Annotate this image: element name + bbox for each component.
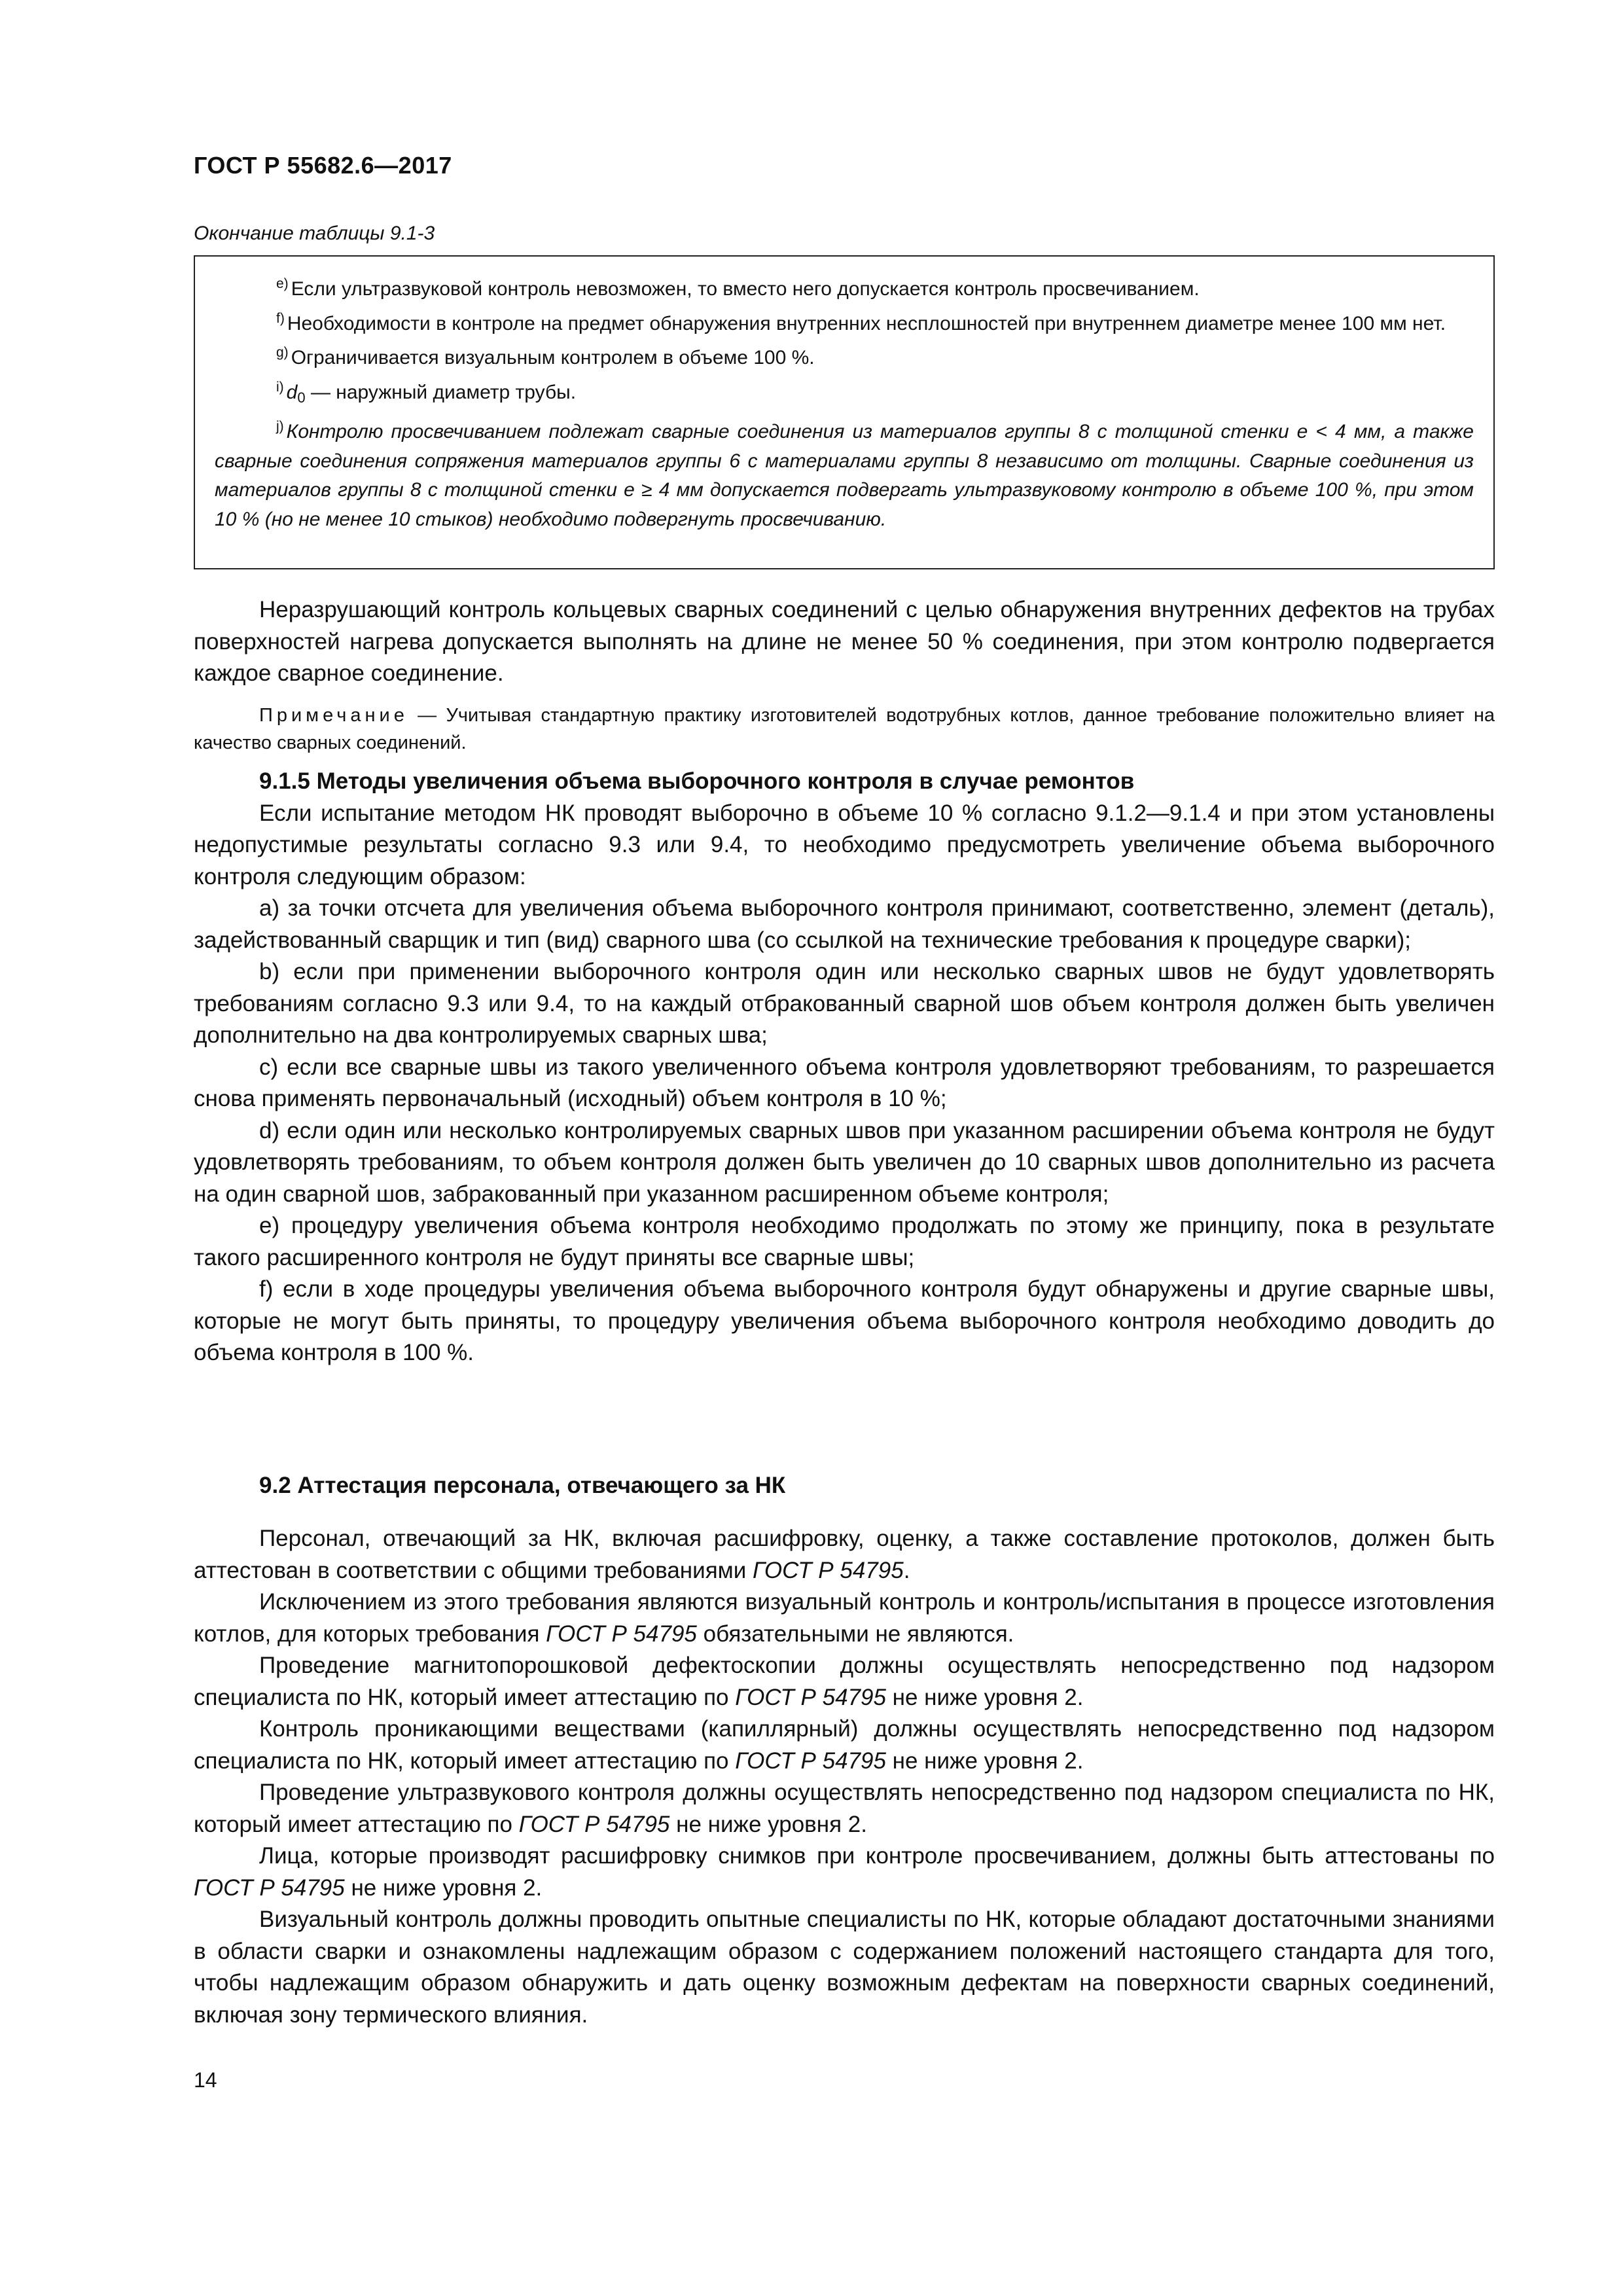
- table-footnotes-box: [194, 255, 1495, 569]
- standard-reference: ГОСТ Р 54795: [546, 1621, 697, 1647]
- standard-reference: ГОСТ Р 54795: [752, 1557, 904, 1583]
- text-run: не ниже уровня 2.: [669, 1811, 867, 1837]
- diameter-symbol: d: [286, 381, 298, 403]
- standard-identifier: ГОСТ Р 55682.6—2017: [194, 152, 452, 179]
- footnote-marker: e): [276, 276, 289, 291]
- text-run: .: [903, 1557, 910, 1583]
- list-item-b: b) если при применении выборочного контроля один или несколько сварных швов не будут удовлетворять требованиям согласно 9.3 или 9.4, то на каждый отбракованный сварной шов объем контроля должен быть увеличен дополнительно на два контролируемых сварных шва;: [194, 959, 1495, 1048]
- text-run: Исключением из этого требования являются визуальный контроль и контроль/испытания в процессе изготовления котлов, для которых требования: [194, 1589, 1495, 1647]
- paragraph-ultrasonic: [194, 1777, 1495, 1840]
- heading-9-1-5: 9.1.5 Методы увеличения объема выборочного контроля в случае ремонтов: [259, 768, 1135, 794]
- footnote-j: [215, 412, 1474, 534]
- heading-9-2: 9.2 Аттестация персонала, отвечающего за НК: [259, 1473, 786, 1498]
- standard-reference: ГОСТ Р 54795: [518, 1811, 670, 1837]
- standard-reference: ГОСТ Р 54795: [735, 1748, 886, 1774]
- standard-reference: ГОСТ Р 54795: [735, 1684, 886, 1710]
- text-run: Проведение магнитопорошковой дефектоскопии должны осуществлять непосредственно под надзором специалиста по НК, который имеет аттестацию по: [194, 1653, 1495, 1710]
- footnote-text: Ограничивается визуальным контролем в объеме 100 %.: [291, 347, 815, 368]
- paragraph-personnel-certification: [194, 1523, 1495, 1587]
- list-item-a: a) за точки отсчета для увеличения объема выборочного контроля принимают, соответственно, элемент (деталь), задействованный сварщик и тип (вид) сварного шва (со ссылкой на технические требования к процедуре сварки);: [194, 895, 1495, 953]
- footnote-e: [215, 270, 1474, 304]
- paragraph-penetrant: [194, 1713, 1495, 1777]
- text-run: Лица, которые производят расшифровку снимков при контроле просвечиванием, должны быть аттестованы по: [259, 1843, 1495, 1869]
- list-item-e: e) процедуру увеличения объема контроля необходимо продолжать по этому же принципу, пока в результате такого расширенного контроля не будут приняты все сварные швы;: [194, 1213, 1495, 1270]
- section-9-1-5: [194, 766, 1495, 1369]
- note-block: [194, 702, 1495, 757]
- text-run: Контроль проникающими веществами (капиллярный) должны осуществлять непосредственно под надзором специалиста по НК, который имеет аттестацию по: [194, 1716, 1495, 1774]
- footnote-text: Контролю просвечиванием подлежат сварные соединения из материалов группы 8 с толщиной стенки e < 4 мм, а также сварные соединения сопряжения материалов группы 6 с материалами группы 8 независимо от толщины. Сварные соединения из материалов группы 8 с толщиной стенки e ≥ 4 мм допускается подвергать ультразвуковому контролю в объеме 100 %, при этом 10 % (но не менее 10 стыков) необходимо подвергнуть просвечиванию.: [215, 421, 1474, 530]
- diameter-subscript: 0: [297, 389, 306, 406]
- paragraph-circumferential-welds: Неразрушающий контроль кольцевых сварных соединений с целью обнаружения внутренних дефектов на трубах поверхностей нагрева допускается выполнять на длине не менее 50 % соединения, при этом контролю подвергается каждое сварное соединение.: [194, 597, 1495, 686]
- footnote-f: [215, 304, 1474, 339]
- standard-reference: ГОСТ Р 54795: [194, 1874, 345, 1901]
- text-run: обязательными не являются.: [696, 1621, 1014, 1647]
- footnote-i: [215, 373, 1474, 413]
- table-continuation-caption: Окончание таблицы 9.1-3: [194, 223, 435, 244]
- page-number: 14: [194, 2068, 217, 2092]
- text-run: не ниже уровня 2.: [885, 1684, 1084, 1710]
- list-item-d: d) если один или несколько контролируемых сварных швов при указанном расширении объема контроля не будут удовлетворять требованиям, то объем контроля должен быть увеличен до 10 сварных швов дополнительно из расчета на один сварной шов, забракованный при указанном расширенном объеме контроля;: [194, 1117, 1495, 1207]
- text-run: Персонал, отвечающий за НК, включая расшифровку, оценку, а также составление протоколов, должен быть аттестован в соответствии с общими требованиями: [194, 1526, 1495, 1583]
- footnote-marker: j): [276, 419, 284, 434]
- footnote-marker: g): [276, 345, 289, 360]
- section-9-1-5-intro: Если испытание методом НК проводят выборочно в объеме 10 % согласно 9.1.2—9.1.4 и при этом установлены недопустимые результаты согласно 9.3 или 9.4, то необходимо предусмотреть увеличение объема выборочного контроля следующим образом:: [194, 800, 1495, 889]
- text-run: не ниже уровня 2.: [885, 1748, 1084, 1774]
- text-run: Проведение ультразвукового контроля должны осуществлять непосредственно под надзором специалиста по НК, который имеет аттестацию по: [194, 1780, 1495, 1837]
- footnote-g: [215, 338, 1474, 373]
- paragraph-visual-inspection: Визуальный контроль должны проводить опытные специалисты по НК, которые обладают достаточными знаниями в области сварки и ознакомлены надлежащим образом с содержанием положений настоящего стандарта для того, чтобы надлежащим образом обнаружить и дать оценку возможным дефектам на поверхности сварных соединений, включая зону термического влияния.: [194, 1907, 1495, 2028]
- footnote-text: Необходимости в контроле на предмет обнаружения внутренних несплошностей при внутреннем диаметре менее 100 мм нет.: [287, 312, 1446, 334]
- circumferential-welds-section: [194, 594, 1495, 690]
- footnote-text: — наружный диаметр трубы.: [305, 381, 577, 403]
- paragraph-radiography-interpretation: [194, 1840, 1495, 1904]
- footnote-marker: i): [276, 379, 284, 395]
- footnote-text: Если ультразвуковой контроль невозможен, то вместо него допускается контроль просвечиванием.: [291, 278, 1200, 300]
- paragraph-exception: [194, 1587, 1495, 1650]
- paragraph-magnetic-particle: [194, 1650, 1495, 1713]
- section-9-2-body: [194, 1523, 1495, 2031]
- list-item-f: f) если в ходе процедуры увеличения объема выборочного контроля будут обнаружены и другие сварные швы, которые не могут быть приняты, то процедуру увеличения объема выборочного контроля необходимо доводить до объема контроля в 100 %.: [194, 1276, 1495, 1365]
- list-item-c: c) если все сварные швы из такого увеличенного объема контроля удовлетворяют требованиям, то разрешается снова применять первоначальный (исходный) объем контроля в 10 %;: [194, 1054, 1495, 1111]
- footnote-marker: f): [276, 310, 285, 326]
- text-run: не ниже уровня 2.: [344, 1874, 543, 1901]
- note-text: — Учитывая стандартную практику изготовителей водотрубных котлов, данное требование положительно влияет на качество сварных соединений.: [194, 705, 1495, 753]
- note-label: Примечание: [259, 705, 408, 726]
